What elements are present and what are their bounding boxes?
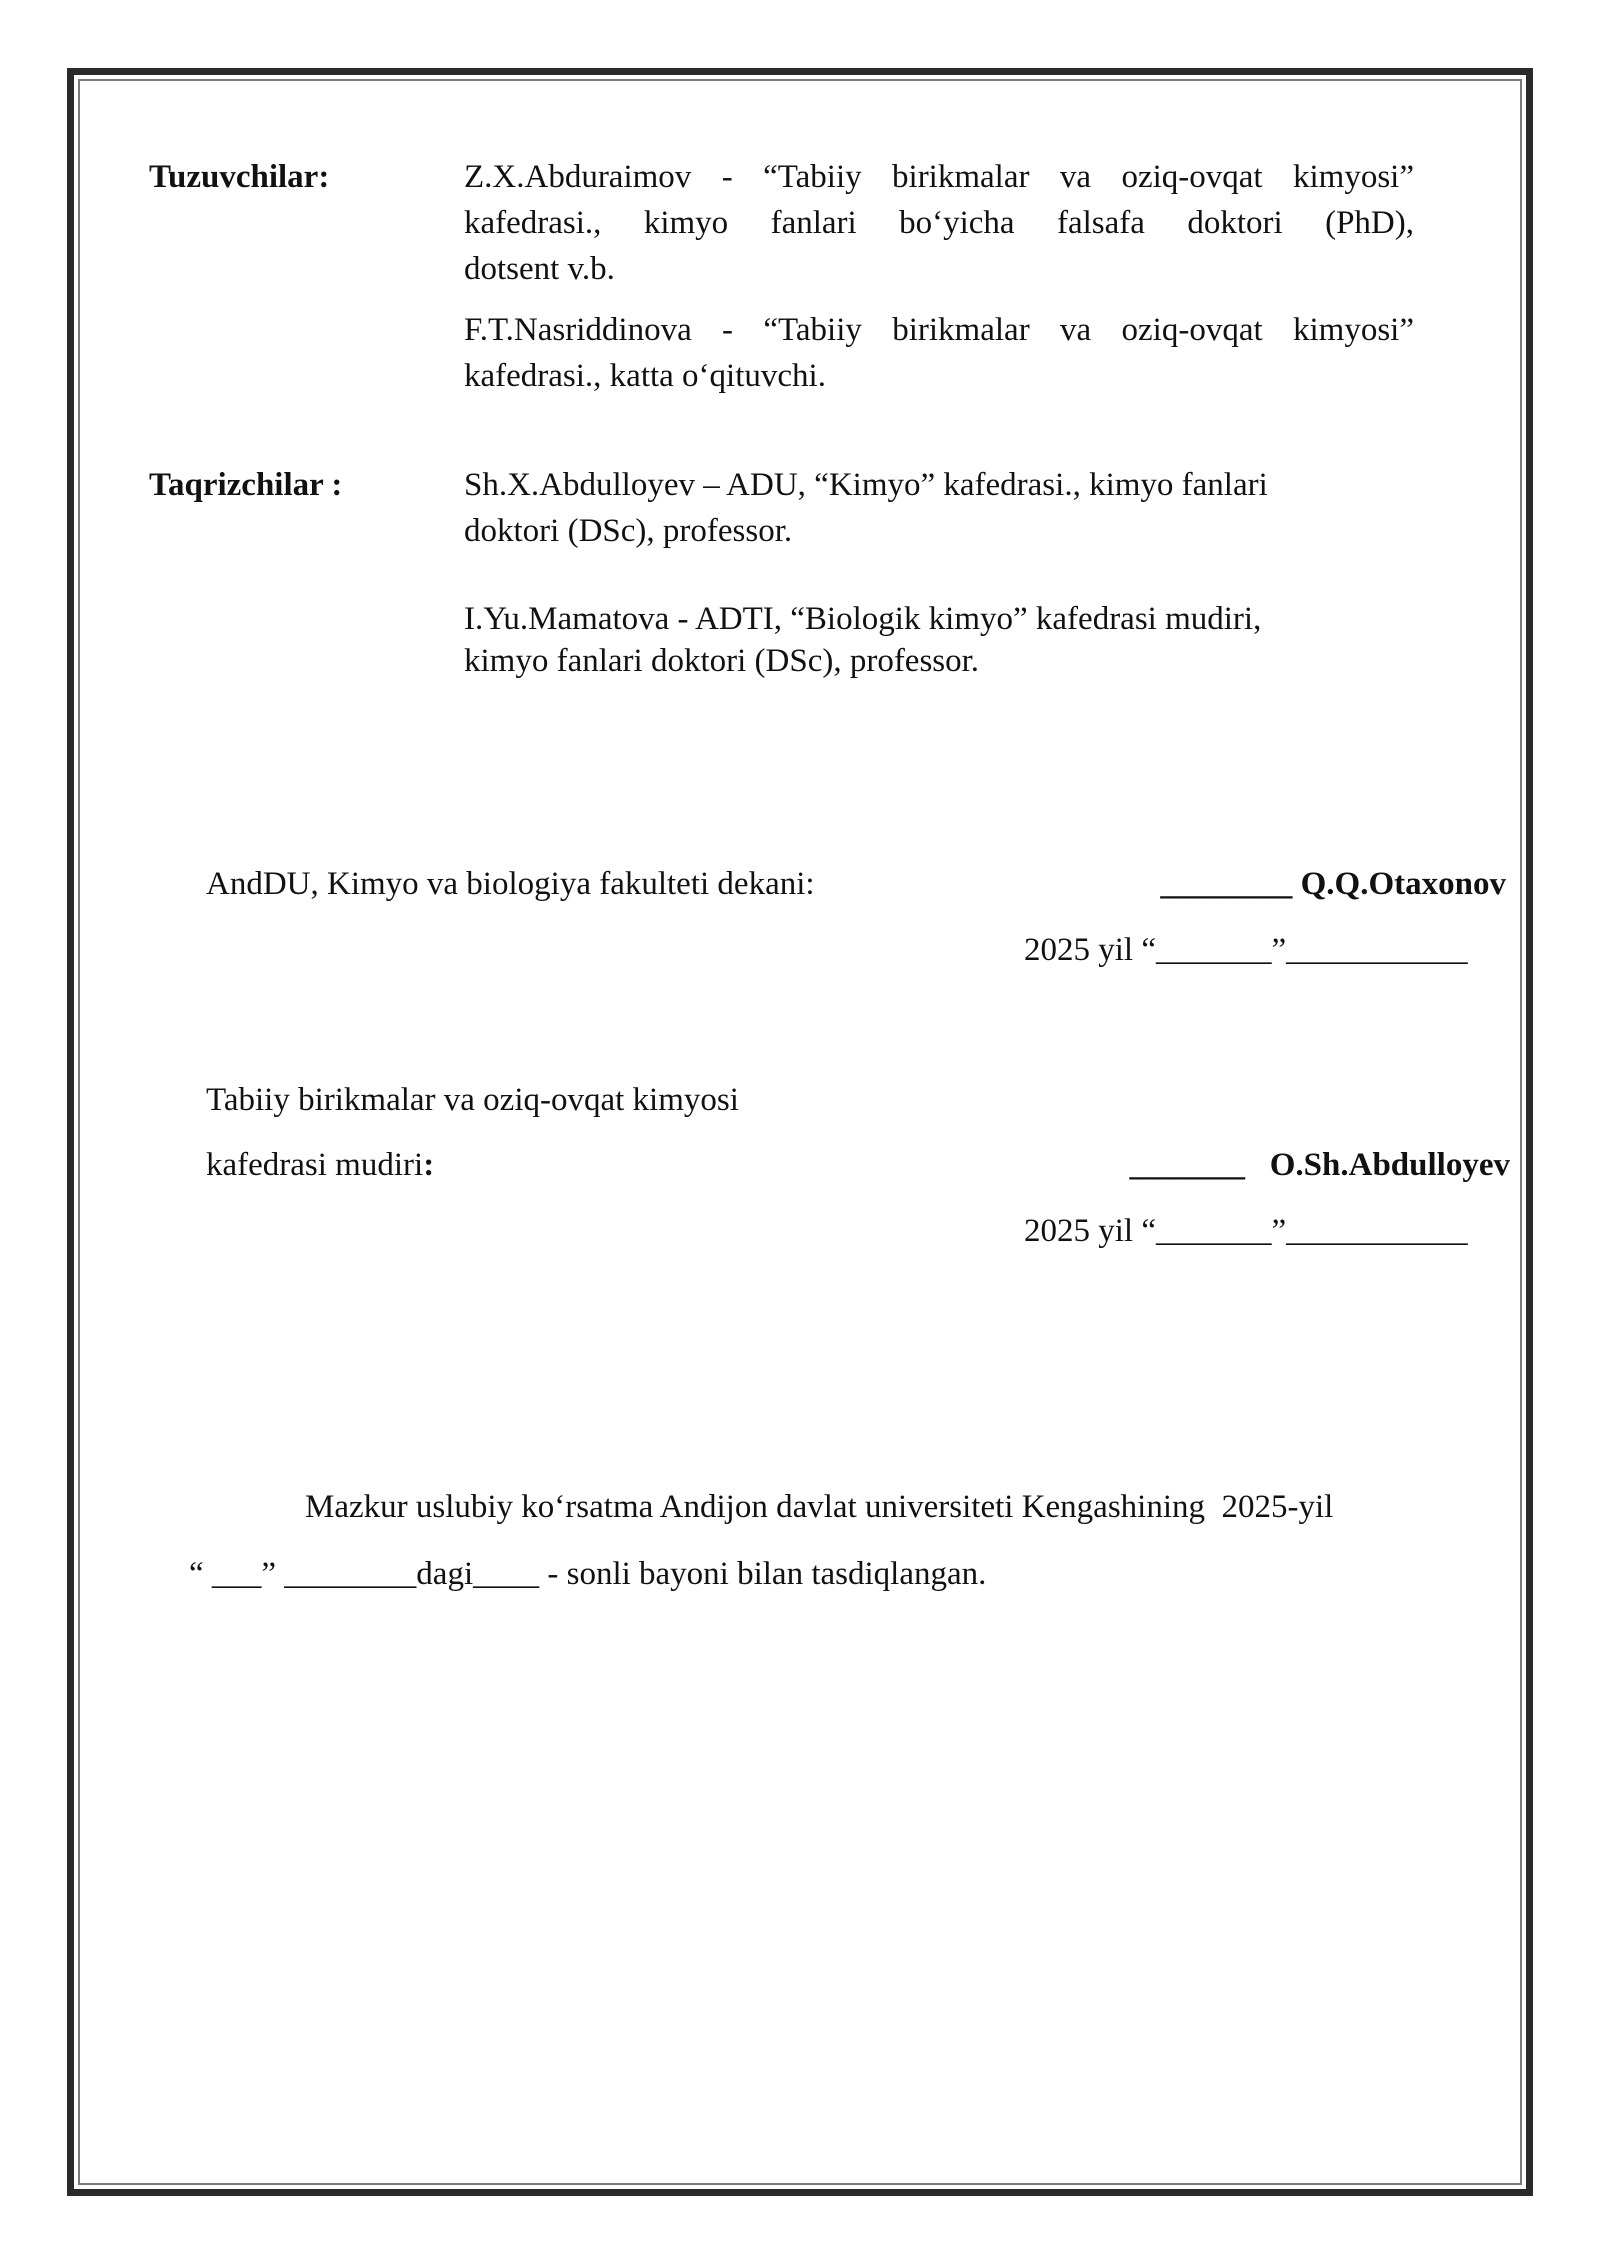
dean-signature: ________ Q.Q.Otaxonov xyxy=(1160,866,1506,902)
head-title-line-1: Tabiiy birikmalar va oziq-ovqat kimyosi xyxy=(206,1082,739,1118)
compiler-1-line-2: kafedrasi., kimyo fanlari bo‘yicha falsafa doktori (PhD), xyxy=(464,205,1414,241)
reviewer-2-line-1: I.Yu.Mamatova - ADTI, “Biologik kimyo” kafedrasi mudiri, xyxy=(464,601,1262,637)
reviewer-1-line-1: Sh.X.Abdulloyev – ADU, “Kimyo” kafedrasi., kimyo fanlari xyxy=(464,467,1268,503)
compilers-label: Tuzuvchilar: xyxy=(149,159,330,195)
head-title-line-2 xyxy=(206,1142,434,1188)
head-date: 2025 yil “_______”___________ xyxy=(1024,1213,1468,1249)
approval-line-2: “ ___” ________dagi____ - sonli bayoni bilan tasdiqlangan. xyxy=(189,1556,987,1592)
reviewer-entry-2 xyxy=(464,598,1414,682)
compiler-2-line-1: F.T.Nasriddinova - “Tabiiy birikmalar va oziq-ovqat kimyosi” xyxy=(464,312,1414,348)
reviewer-entry-1 xyxy=(464,462,1414,554)
reviewer-1-line-2: doktori (DSc), professor. xyxy=(464,513,793,549)
head-signature: _______ O.Sh.Abdulloyev xyxy=(1129,1147,1510,1183)
compiler-1-line-3: dotsent v.b. xyxy=(464,251,615,287)
approval-line-1: Mazkur uslubiy ko‘rsatma Andijon davlat universiteti Kengashining 2025-yil xyxy=(305,1489,1334,1525)
head-title-colon: : xyxy=(423,1147,435,1183)
compiler-2-line-2: kafedrasi., katta o‘qituvchi. xyxy=(464,358,826,394)
compiler-entry-2 xyxy=(464,307,1414,399)
reviewer-2-line-2: kimyo fanlari doktori (DSc), professor. xyxy=(464,643,980,679)
compiler-entry-1 xyxy=(464,154,1414,292)
head-title-text: kafedrasi mudiri xyxy=(206,1147,424,1183)
dean-date: 2025 yil “_______”___________ xyxy=(1024,932,1468,968)
reviewers-label: Taqrizchilar : xyxy=(149,467,343,503)
dean-title: AndDU, Kimyo va biologiya fakulteti dekani: xyxy=(206,866,815,902)
compiler-1-line-1: Z.X.Abduraimov - “Tabiiy birikmalar va oziq-ovqat kimyosi” xyxy=(464,159,1414,195)
